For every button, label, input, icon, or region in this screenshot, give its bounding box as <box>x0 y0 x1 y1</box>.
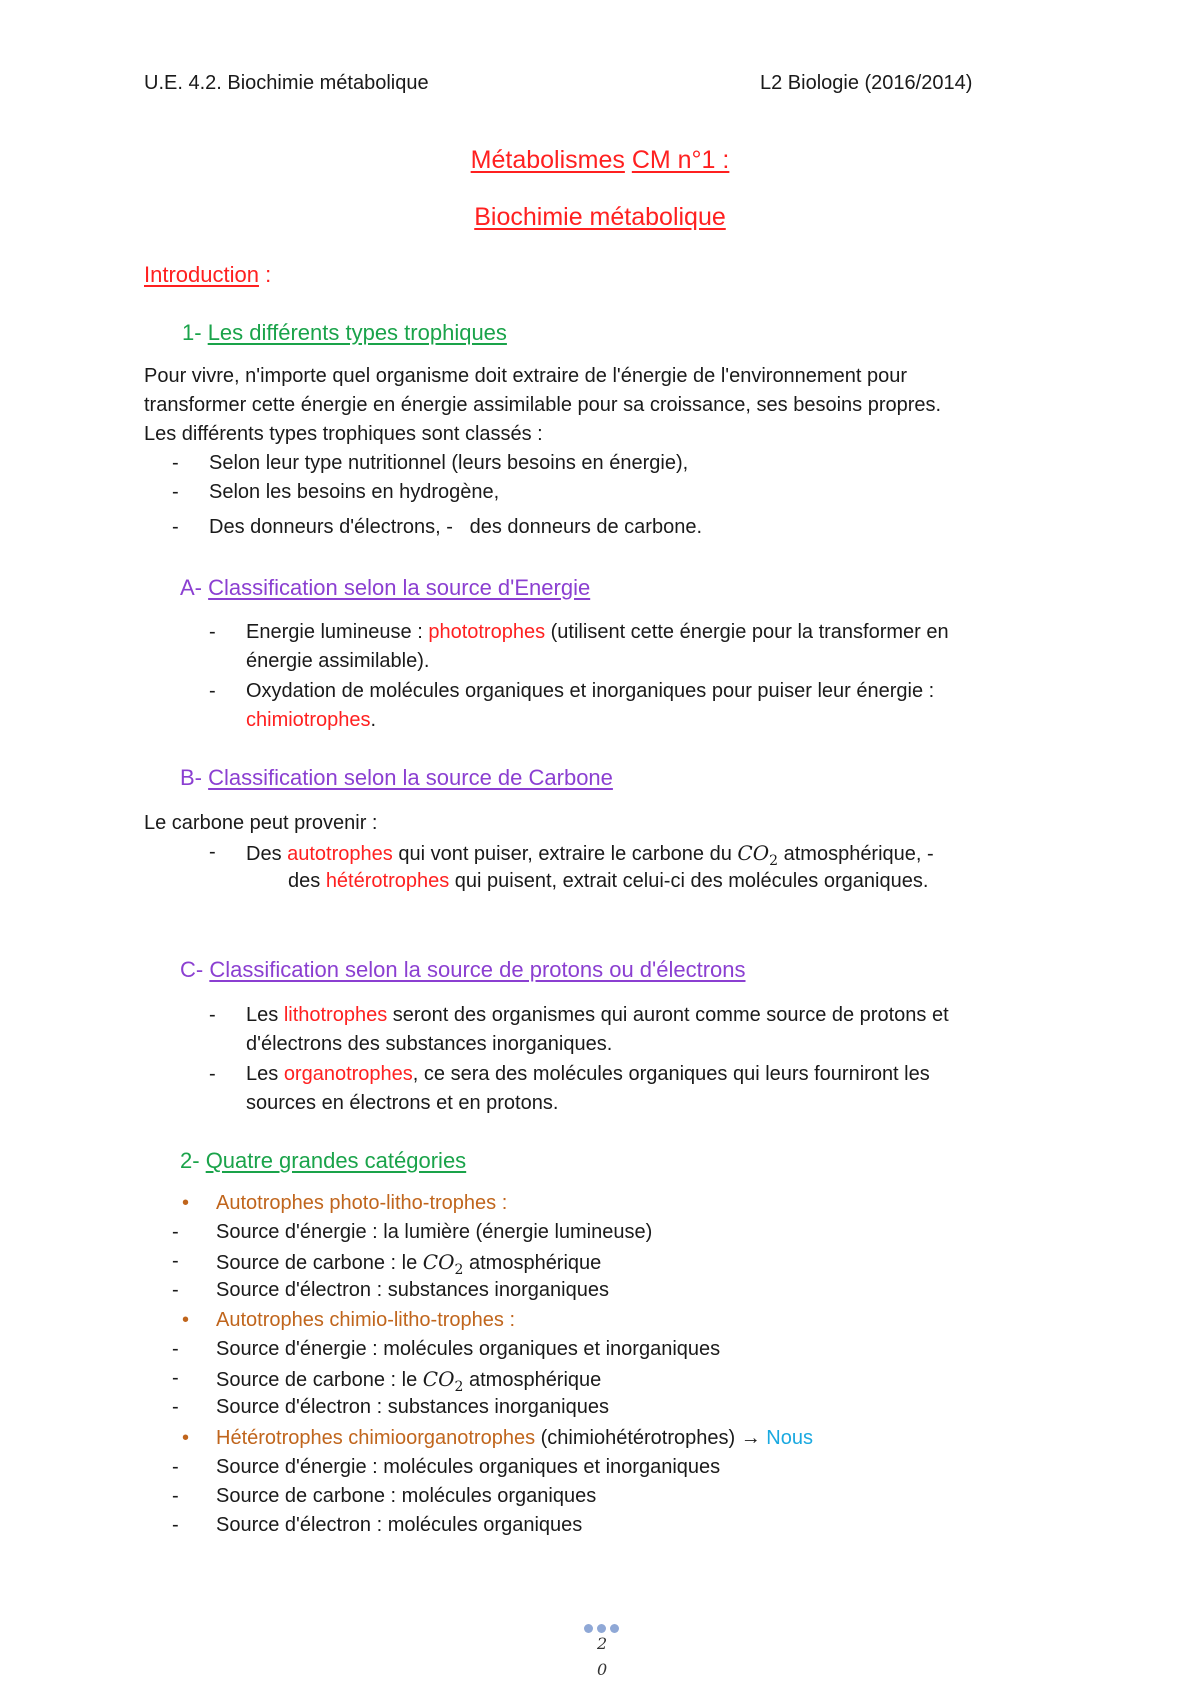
list-item-cont: sources en électrons et en protons. <box>246 1092 559 1114</box>
list-item <box>216 1250 601 1278</box>
text-span: Source de carbone : le <box>216 1369 423 1391</box>
list-item: Selon les besoins en hydrogène, <box>209 481 500 503</box>
list-dash: - <box>209 1004 216 1026</box>
nous-label: Nous <box>760 1427 813 1449</box>
text-span: qui vont puiser, extraire le carbone du <box>392 843 738 865</box>
section-a-heading <box>180 575 590 601</box>
term-lithotrophes: lithotrophes <box>283 1004 388 1026</box>
text-span: Source de carbone : le <box>216 1252 423 1274</box>
title-cm: CM n°1 : <box>631 146 730 174</box>
list-dash: - <box>172 452 179 474</box>
list-item: Oxydation de molécules organiques et inorganiques pour puiser leur énergie : <box>246 680 935 702</box>
doc-subtitle <box>0 203 1200 232</box>
text-span: (utilisent cette énergie pour la transformer en <box>545 621 949 643</box>
list-item-cont <box>288 870 928 893</box>
list-item: Source d'énergie : la lumière (énergie lumineuse) <box>216 1221 653 1243</box>
section-a-title: Classification selon la source d'Energie <box>208 575 591 600</box>
category-1: Autotrophes photo-litho-trophes : <box>216 1192 508 1214</box>
term-phototrophes: phototrophes <box>428 621 546 643</box>
text-span: qui puisent, extrait celui-ci des molécules organiques. <box>449 870 929 892</box>
section-1-heading <box>182 320 507 346</box>
list-item <box>246 1004 949 1027</box>
section-c-heading <box>180 957 746 983</box>
bullet: • <box>182 1427 190 1449</box>
list-item-cont: énergie assimilable). <box>246 650 430 672</box>
title-word: Métabolismes <box>470 146 625 174</box>
list-dash: - <box>209 680 216 702</box>
header-level: L2 Biologie (2016/2014) <box>760 72 973 94</box>
list-dash: - <box>172 1279 179 1301</box>
list-item-cont: d'électrons des substances inorganiques. <box>246 1033 613 1055</box>
section-b-letter: B- <box>180 765 209 790</box>
list-item <box>246 621 949 644</box>
term-heterotrophes: hétérotrophes <box>325 870 450 892</box>
text-span: Les <box>246 1004 284 1026</box>
text-span: . <box>370 709 377 731</box>
text-span: , ce sera des molécules organiques qui leurs fourniront les <box>412 1063 930 1085</box>
list-dash: - <box>172 1456 179 1478</box>
text-span: Des <box>246 843 288 865</box>
term-organotrophes: organotrophes <box>283 1063 413 1085</box>
section-a-letter: A- <box>180 575 209 600</box>
list-item: Source d'électron : substances inorganiques <box>216 1396 609 1418</box>
list-item <box>216 1367 601 1395</box>
text-span: (chimiohétérotrophes) <box>535 1427 741 1449</box>
intro-label: Introduction <box>144 262 259 287</box>
list-dash: - <box>172 1485 179 1507</box>
list-dash: - <box>172 516 179 538</box>
list-dash: - <box>172 1250 179 1272</box>
formula-co: CO <box>422 1250 455 1274</box>
arrow-right-icon: → <box>740 1427 761 1449</box>
list-item: Selon leur type nutritionnel (leurs besoins en énergie), <box>209 452 689 474</box>
co2-formula <box>422 1250 464 1278</box>
paragraph-line: Les différents types trophiques sont classés : <box>144 423 543 445</box>
section-2-title: Quatre grandes catégories <box>205 1148 467 1173</box>
list-item: Source d'électron : substances inorganiques <box>216 1279 609 1301</box>
list-item <box>246 841 934 869</box>
formula-co: CO <box>422 1367 455 1391</box>
section-1-num: 1- <box>182 320 208 345</box>
section-1-title: Les différents types trophiques <box>207 320 507 345</box>
list-dash: - <box>172 1514 179 1536</box>
list-item: Des donneurs d'électrons, - des donneurs de carbone. <box>209 516 703 538</box>
subtitle-text: Biochimie métabolique <box>474 203 726 231</box>
list-item: Source de carbone : molécules organiques <box>216 1485 597 1507</box>
list-item-cont <box>246 709 376 732</box>
list-dash: - <box>209 1063 216 1085</box>
section-2-num: 2- <box>180 1148 206 1173</box>
list-dash: - <box>172 1367 179 1389</box>
intro-colon: : <box>258 262 272 287</box>
list-item: Source d'électron : molécules organiques <box>216 1514 583 1536</box>
text-span: atmosphérique <box>463 1252 602 1274</box>
paragraph-line: Le carbone peut provenir : <box>144 812 378 834</box>
paragraph-line: Pour vivre, n'importe quel organisme doit extraire de l'énergie de l'environnement pour <box>144 365 907 387</box>
formula-sub: 2 <box>454 1262 464 1278</box>
list-dash: - <box>172 1221 179 1243</box>
term-chimiotrophes: chimiotrophes <box>246 709 371 731</box>
list-dash: - <box>172 1338 179 1360</box>
text-span: atmosphérique <box>463 1369 602 1391</box>
co2-formula <box>422 1367 464 1395</box>
term-autotrophes: autotrophes <box>287 843 393 865</box>
section-c-title: Classification selon la source de protons ou d'électrons <box>209 957 746 982</box>
formula-sub: 2 <box>769 853 779 869</box>
formula-sub: 2 <box>454 1379 464 1395</box>
list-dash: - <box>172 481 179 503</box>
section-b-heading <box>180 765 613 791</box>
intro-heading <box>144 262 271 288</box>
doc-title <box>0 146 1200 175</box>
header-course: U.E. 4.2. Biochimie métabolique <box>144 72 429 94</box>
list-dash: - <box>209 621 216 643</box>
section-2-heading <box>180 1148 466 1174</box>
list-item <box>246 1063 930 1086</box>
text-span: des <box>288 870 326 892</box>
paragraph-line: transformer cette énergie en énergie assimilable pour sa croissance, ses besoins propres. <box>144 394 942 416</box>
formula-co: CO <box>737 841 770 865</box>
category-3 <box>216 1427 813 1450</box>
text-span: Les <box>246 1063 284 1085</box>
page-number-bottom: 0 <box>597 1660 608 1679</box>
category-2: Autotrophes chimio-litho-trophes : <box>216 1309 516 1331</box>
list-item: Source d'énergie : molécules organiques et inorganiques <box>216 1456 721 1478</box>
text-span: seront des organismes qui auront comme source de protons et <box>387 1004 949 1026</box>
section-b-title: Classification selon la source de Carbone <box>208 765 613 790</box>
page-number-top: 2 <box>597 1634 608 1653</box>
bullet: • <box>182 1309 190 1331</box>
co2-formula <box>737 841 779 869</box>
bullet: • <box>182 1192 190 1214</box>
text-span: Energie lumineuse : <box>246 621 429 643</box>
text-span: atmosphérique, - <box>778 843 934 865</box>
list-dash: - <box>172 1396 179 1418</box>
category-3-name: Hétérotrophes chimioorganotrophes <box>216 1427 536 1449</box>
list-item: Source d'énergie : molécules organiques et inorganiques <box>216 1338 721 1360</box>
list-dash: - <box>209 841 216 863</box>
section-c-letter: C- <box>180 957 210 982</box>
